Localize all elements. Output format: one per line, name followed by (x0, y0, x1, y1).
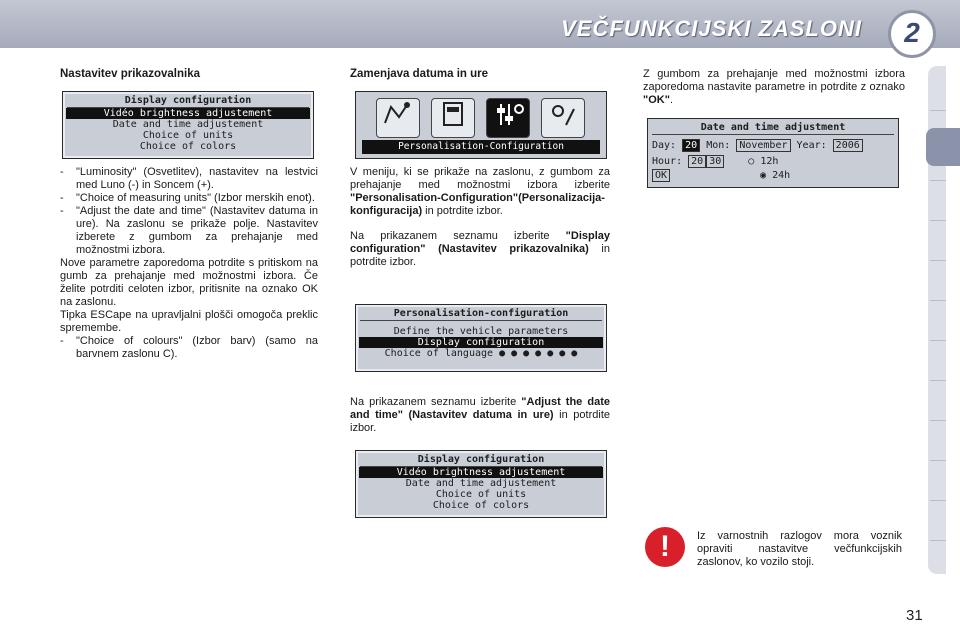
ok-row (652, 169, 898, 183)
page-title: VEČFUNKCIJSKI ZASLONI (561, 16, 862, 41)
chapter-tab-active[interactable] (926, 128, 960, 166)
screen-line: Date and time adjustement (405, 478, 557, 489)
display-config-screen (62, 91, 314, 159)
configuration-icon (486, 98, 530, 138)
month-label: Mon: (706, 140, 731, 151)
screen-line: Choice of language ● ● ● ● ● ● ● (384, 348, 578, 359)
menu-icon-screen (355, 91, 607, 159)
chapter-badge: 2 (888, 10, 936, 58)
hour-field[interactable]: 20 (688, 155, 706, 168)
year-field[interactable]: 2006 (833, 139, 863, 152)
option-12h: 12h (760, 156, 779, 167)
date-row (652, 139, 898, 153)
document-icon (431, 98, 475, 138)
menu-caption: Personalisation-Configuration (362, 140, 600, 154)
screen-line: Date and time adjustement (112, 119, 264, 130)
paragraph: Nove parametre zaporedoma potrdite s pritiskom na gumb za prehajanje med možnostmi izbora. Če želite potrditi celoten izbor, pritisnite na oznako OK na zaslonu. (60, 257, 318, 308)
bullet-item: - "Luminosity" (Osvetlitev), nastavitev na lestvici med Luno (-) in Soncem (+). (60, 166, 318, 191)
page-number: 31 (906, 607, 923, 624)
brightness-icon (541, 98, 585, 138)
vehicle-settings-icon (376, 98, 420, 138)
option-24h: 24h (772, 170, 791, 181)
paragraph: V meniju, ki se prikaže na zaslonu, z gumbom za prehajanje med možnostmi izbora izberite "Personalisation-Configuration"(Personalizacija-konfiguracija) in potrdite izbor. (350, 166, 610, 217)
paragraph: Na prikazanem seznamu izberite "Display configuration" (Nastavitev prikazovalnika) in potrdite izbor. (350, 230, 610, 268)
year-label: Year: (796, 140, 827, 151)
tab-divider (930, 110, 946, 111)
screen-title: Date and time adjustment (652, 122, 894, 135)
tab-divider (930, 300, 946, 301)
day-field[interactable]: 20 (682, 139, 700, 152)
screen-selected-line: Vidéo brightness adjustement (359, 467, 603, 478)
hour-label: Hour: (652, 156, 683, 167)
time-row (652, 155, 898, 169)
col1-text (60, 166, 318, 361)
month-field[interactable]: November (736, 139, 790, 152)
ok-button[interactable]: OK (652, 169, 670, 182)
tab-divider (930, 220, 946, 221)
tab-divider (930, 260, 946, 261)
screen-line: Choice of units (142, 130, 234, 141)
screen-selected-line: Display configuration (359, 337, 603, 348)
tab-divider (930, 380, 946, 381)
bullet-item: - "Adjust the date and time" (Nastavitev datuma in ure). Na zaslonu se prikaže polje. Nastavitev izberete z gumbom za prehajanje med možnostmi izbora. (60, 205, 318, 256)
radio-24h-icon[interactable]: ◉ (760, 170, 767, 181)
tab-divider (930, 420, 946, 421)
screen-title: Display configuration (360, 454, 602, 467)
section-heading-date: Zamenjava datuma in ure (350, 68, 489, 80)
screen-line: Choice of units (435, 489, 527, 500)
date-time-screen (647, 118, 899, 188)
screen-line: Choice of colors (139, 141, 237, 152)
screen-line: Choice of colors (432, 500, 530, 511)
day-label: Day: (652, 140, 677, 151)
col3-text (643, 68, 905, 107)
personalisation-screen (355, 304, 607, 372)
paragraph: Na prikazanem seznamu izberite "Adjust the date and time" (Nastavitev datuma in ure) in potrdite izbor. (350, 396, 610, 434)
col2-text-2 (350, 396, 610, 435)
screen-title: Personalisation-configuration (360, 308, 602, 321)
col2-text-1 (350, 166, 610, 269)
language-flags-icon: ● ● ● ● ● ● ● (499, 348, 578, 359)
warning-text: Iz varnostnih razlogov mora voznik opraviti nastavitve večfunkcijskih zaslonov, ko vozilo stoji. (697, 530, 902, 568)
paragraph: Z gumbom za prehajanje med možnostmi izbora zaporedoma nastavite parametre in potrdite z oznako "OK". (643, 68, 905, 106)
minute-field[interactable]: 30 (706, 155, 724, 168)
bullet-item: - "Choice of measuring units" (Izbor merskih enot). (60, 192, 315, 204)
paragraph: Tipka ESCape na upravljalni plošči omogoča preklic spremembe. (60, 309, 318, 334)
display-config-screen-2 (355, 450, 607, 518)
tab-divider (930, 540, 946, 541)
tab-divider (930, 500, 946, 501)
tab-divider (930, 180, 946, 181)
bullet-item: - "Choice of colours" (Izbor barv) (samo na barvnem zaslonu C). (60, 335, 318, 360)
screen-title: Display configuration (67, 95, 309, 108)
screen-selected-line: Vidéo brightness adjustement (66, 108, 310, 119)
screen-line: Define the vehicle parameters (393, 326, 569, 337)
tab-divider (930, 340, 946, 341)
radio-12h-icon[interactable]: ○ (748, 156, 755, 167)
section-heading-display: Nastavitev prikazovalnika (60, 68, 200, 80)
warning-icon: ! (645, 527, 685, 567)
tab-divider (930, 460, 946, 461)
